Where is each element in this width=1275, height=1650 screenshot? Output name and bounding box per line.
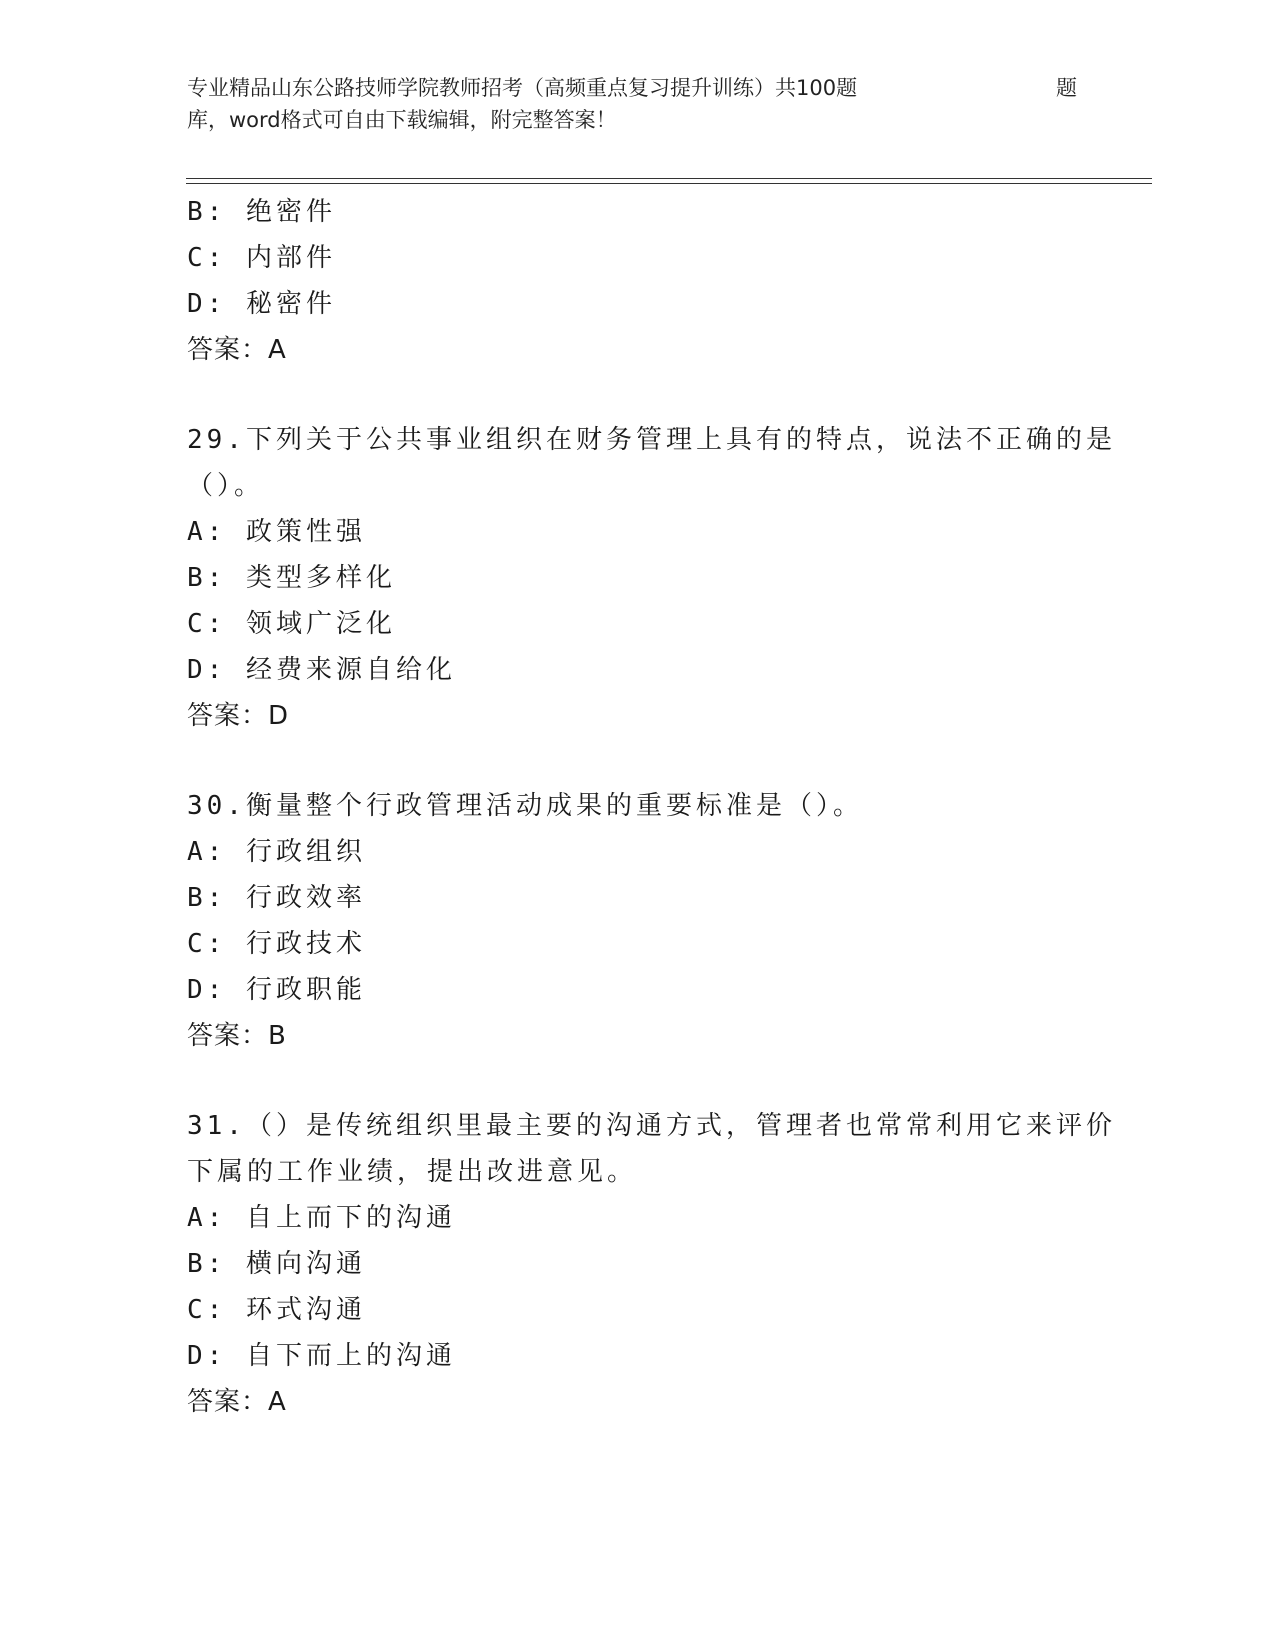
option-text: 环式沟通 [245, 1295, 366, 1325]
answer-text: 答案：A [187, 1387, 287, 1417]
option-label: B: [187, 563, 227, 593]
option-b [187, 1241, 1087, 1287]
option-label: D: [187, 655, 227, 685]
question-30 [187, 783, 1087, 1059]
option-text: 行政效率 [245, 883, 366, 913]
option-label: C: [187, 243, 227, 273]
option-text: 领域广泛化 [245, 609, 396, 639]
option-text: 绝密件 [245, 197, 336, 227]
option-label: A: [187, 837, 227, 867]
option-text: 横向沟通 [245, 1249, 366, 1279]
option-label: A: [187, 1203, 227, 1233]
question-28-continued [187, 189, 1087, 373]
header-title-tail: 题 [1056, 76, 1077, 100]
header-divider-top [186, 178, 1152, 179]
option-b [187, 555, 1087, 601]
option-text: 行政职能 [245, 975, 366, 1005]
option-text: 行政组织 [245, 837, 366, 867]
option-b [187, 189, 1087, 235]
answer-text: 答案：B [187, 1021, 287, 1051]
question-31 [187, 1103, 1116, 1425]
option-a [187, 1195, 1087, 1241]
option-c [187, 921, 1087, 967]
answer-text: 答案：D [187, 701, 290, 731]
option-text: 类型多样化 [245, 563, 396, 593]
question-stem-line1: 29.下列关于公共事业组织在财务管理上具有的特点，说法不正确的是 [187, 425, 1116, 455]
option-label: B: [187, 1249, 227, 1279]
option-text: 政策性强 [245, 517, 366, 547]
option-label: B: [187, 197, 227, 227]
option-a [187, 509, 1087, 555]
option-c [187, 1287, 1087, 1333]
option-text: 自下而上的沟通 [245, 1341, 456, 1371]
option-label: C: [187, 609, 227, 639]
header-title-line2: 库，word格式可自由下载编辑，附完整答案！ [187, 108, 617, 132]
option-label: B: [187, 883, 227, 913]
option-text: 经费来源自给化 [245, 655, 456, 685]
document-header [187, 72, 1085, 136]
option-b [187, 875, 1087, 921]
option-text: 内部件 [245, 243, 336, 273]
option-label: D: [187, 1341, 227, 1371]
question-stem-line2: （）。 [187, 471, 265, 501]
option-d [187, 647, 1087, 693]
question-stem-line2: 下属的工作业绩，提出改进意见。 [187, 1157, 638, 1187]
question-stem-line1: 30.衡量整个行政管理活动成果的重要标准是（）。 [187, 791, 863, 821]
question-content [187, 189, 1116, 1425]
option-text: 自上而下的沟通 [245, 1203, 456, 1233]
option-d [187, 967, 1087, 1013]
option-c [187, 601, 1087, 647]
option-label: A: [187, 517, 227, 547]
question-stem-line1: 31.（）是传统组织里最主要的沟通方式，管理者也常常利用它来评价 [187, 1111, 1116, 1141]
header-title-line1: 专业精品山东公路技师学院教师招考（高频重点复习提升训练）共100题 [187, 76, 858, 100]
answer-text: 答案：A [187, 335, 287, 365]
option-d [187, 1333, 1087, 1379]
option-label: D: [187, 975, 227, 1005]
option-a [187, 829, 1087, 875]
option-label: D: [187, 289, 227, 319]
option-text: 秘密件 [245, 289, 336, 319]
option-text: 行政技术 [245, 929, 366, 959]
header-divider-bottom [186, 183, 1152, 184]
option-c [187, 235, 1087, 281]
option-d [187, 281, 1087, 327]
option-label: C: [187, 929, 227, 959]
option-label: C: [187, 1295, 227, 1325]
question-29 [187, 417, 1116, 739]
